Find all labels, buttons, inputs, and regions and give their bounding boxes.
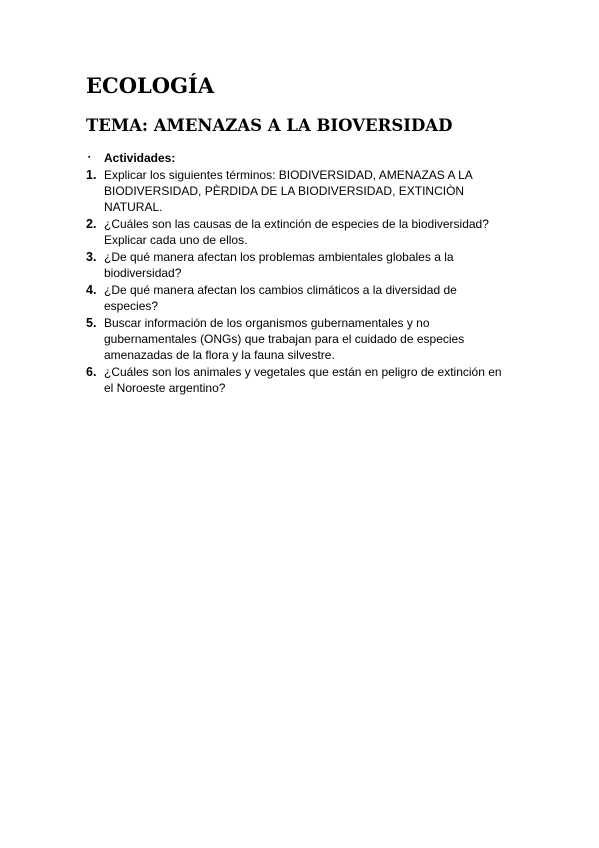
- activity-number: 3.: [86, 250, 97, 264]
- activity-text: ¿De qué manera afectan los cambios climáticos a la diversidad de especies?: [104, 283, 457, 313]
- square-bullet-icon: ▪: [88, 154, 91, 161]
- activity-text: ¿Cuáles son los animales y vegetales que están en peligro de extinción en el Noroeste argentino?: [104, 365, 502, 395]
- activity-item: [86, 315, 516, 363]
- activities-label: Actividades:: [104, 151, 176, 165]
- activity-text: ¿Cuáles son las causas de la extinción de especies de la biodiversidad? Explicar cada uno de ellos.: [104, 217, 489, 247]
- activity-text: ¿De qué manera afectan los problemas ambientales globales a la biodiversidad?: [104, 250, 454, 280]
- activity-item: [86, 249, 516, 281]
- document-title: ECOLOGÍA: [86, 73, 215, 98]
- activity-item: [86, 364, 516, 396]
- activity-number: 4.: [86, 283, 97, 297]
- activity-item: [86, 282, 516, 314]
- activity-item: [86, 216, 516, 248]
- document-subtitle: TEMA: AMENAZAS A LA BIOVERSIDAD: [86, 116, 453, 135]
- activities-heading: [86, 150, 516, 166]
- activity-number: 2.: [86, 217, 97, 231]
- activity-item: [86, 167, 516, 215]
- activity-text: Explicar los siguientes términos: BIODIVERSIDAD, AMENAZAS A LA BIODIVERSIDAD, PÈRDIDA DE LA BIODIVERSIDAD, EXTINCIÒN NATURAL.: [104, 168, 473, 214]
- activities-section: [86, 150, 516, 397]
- activity-number: 6.: [86, 365, 97, 379]
- activity-text: Buscar información de los organismos gubernamentales y no gubernamentales (ONGs) que trabajan para el cuidado de especies amenazadas de la flora y la fauna silvestre.: [104, 316, 465, 362]
- activity-number: 1.: [86, 168, 97, 182]
- activity-number: 5.: [86, 316, 97, 330]
